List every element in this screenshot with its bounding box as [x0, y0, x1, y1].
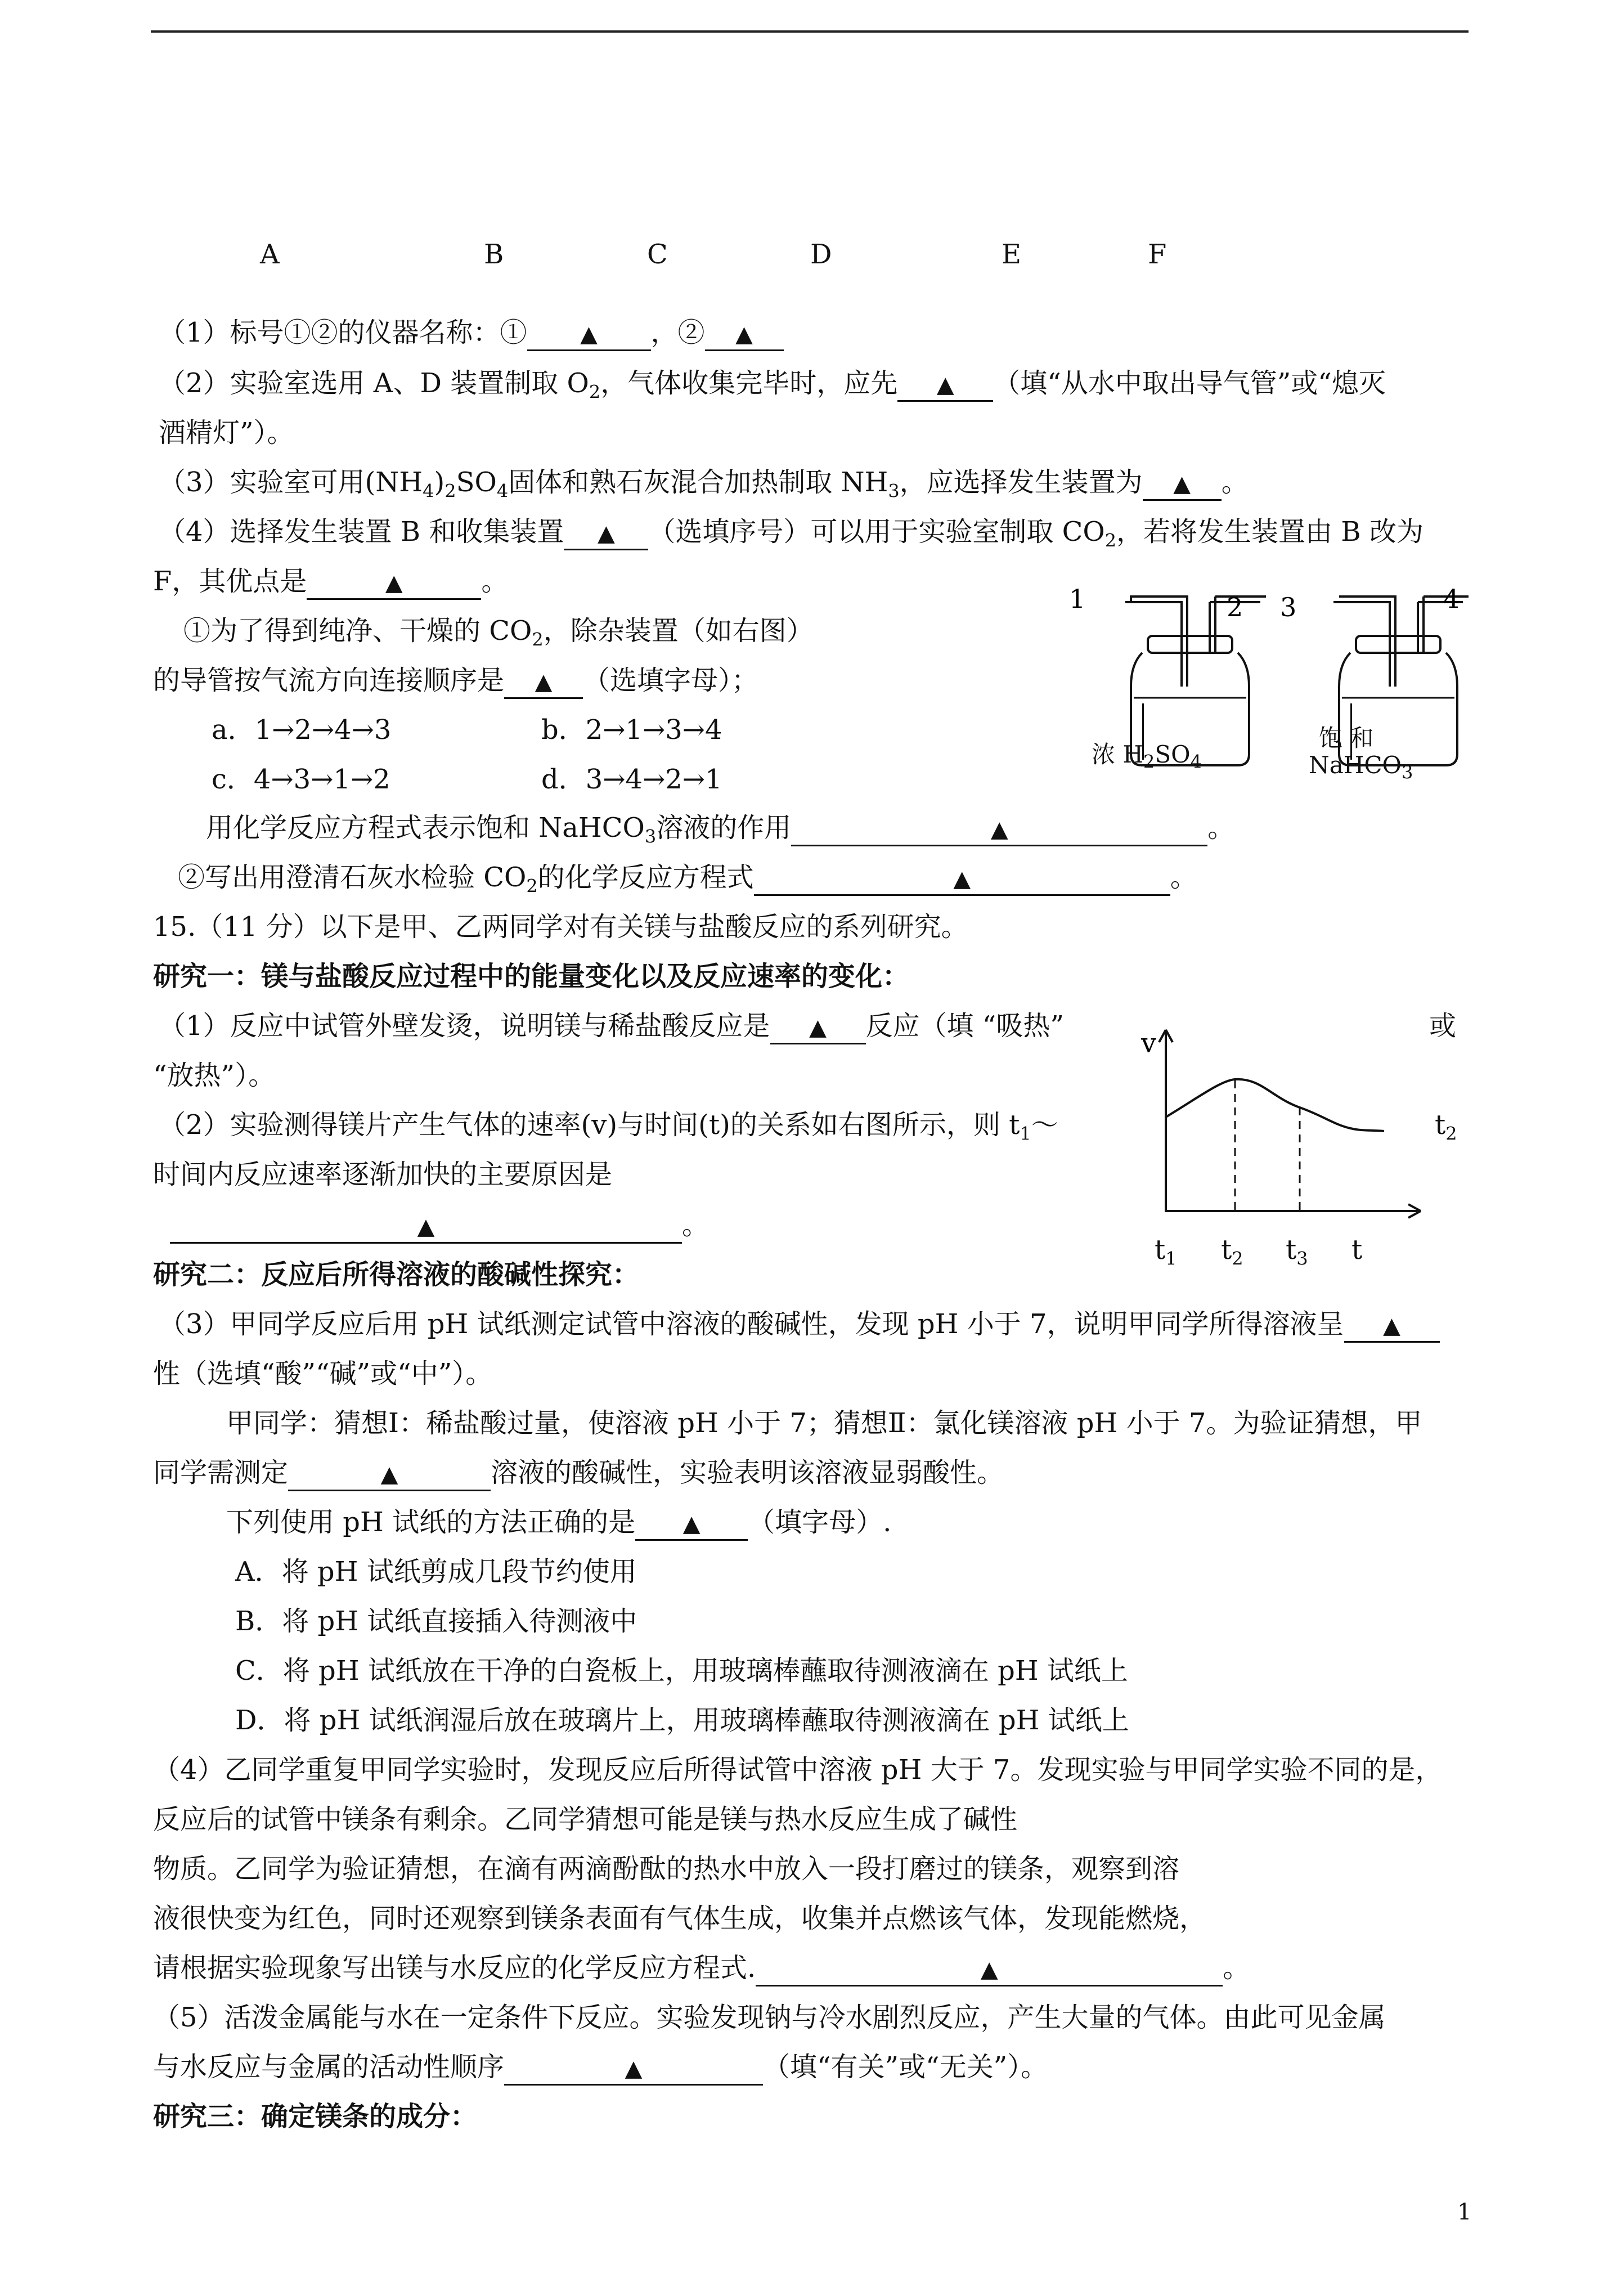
study-2-method: 下列使用 pH 试纸的方法正确的是 ▲ （填字母）.: [226, 1505, 891, 1541]
velocity-time-graph: [1137, 1013, 1429, 1261]
study-2-heading: 研究二：反应后所得溶液的酸碱性探究：: [153, 1259, 640, 1290]
study-1-q1-or: 或: [1429, 1010, 1457, 1042]
answer-blank[interactable]: ▲: [307, 566, 481, 600]
study-2-q5: （5）活泼金属能与水在一定条件下反应。实验发现钠与冷水剧烈反应，产生大量的气体。由此可见金属: [153, 2002, 1386, 2033]
question-2: （2）实验室选用 A、D 装置制取 $O_2$，气体收集完毕时，应先 ▲ （填“从水中取出导气管”或“熄灭: [159, 367, 1386, 403]
choice-d: D．将 pH 试纸润湿后放在玻璃片上，用玻璃棒蘸取待测液滴在 pH 试纸上: [235, 1705, 1129, 1736]
answer-blank[interactable]: ▲: [897, 368, 993, 402]
answer-blank[interactable]: ▲: [756, 1953, 1223, 1986]
answer-blank[interactable]: ▲: [705, 317, 784, 351]
option-a: a．1→2→4→3: [212, 714, 392, 746]
question-3: （3）实验室可用$(NH_4)_2SO_4$固体和熟石灰混合加热制取 $NH_3$，应选择发生装置为 ▲ 。: [159, 467, 1249, 502]
tube-1: [1125, 602, 1182, 687]
study-2-q4-line4: 液很快变为红色，同时还观察到镁条表面有气体生成，收集并点燃该气体，发现能燃烧，: [153, 1903, 1207, 1934]
study-1-q2-answer: ▲ 。: [170, 1208, 709, 1244]
header-rule: [151, 30, 1469, 33]
option-d: d．3→4→2→1: [541, 764, 722, 795]
choice-a: A．将 pH 试纸剪成几段节约使用: [235, 1556, 637, 1588]
bottle-label-h2so4: 浓 $H_2SO_4$: [1092, 741, 1202, 773]
device-label-b: B: [484, 239, 504, 270]
answer-blank[interactable]: ▲: [527, 317, 651, 351]
question-4-part2: ②写出用澄清石灰水检验 $CO_2$的化学反应方程式 ▲ 。: [178, 862, 1197, 897]
answer-blank[interactable]: ▲: [635, 1507, 748, 1541]
answer-blank[interactable]: ▲: [504, 665, 583, 699]
rate-curve: [1166, 1079, 1384, 1131]
choice-b: B．将 pH 试纸直接插入待测液中: [235, 1606, 637, 1637]
page-number: 1: [1457, 2199, 1472, 2225]
device-label-a: A: [260, 239, 280, 270]
port-label: 4: [1443, 585, 1460, 614]
option-b: b．2→1→3→4: [541, 714, 722, 746]
question-4: （4）选择发生装置 B 和收集装置 ▲ （选填序号）可以用于实验室制取 $CO_2$，若将发生装置由 B 改为: [159, 516, 1424, 551]
tick-t3: $t_3$: [1286, 1234, 1308, 1270]
question-1: （1）标号①②的仪器名称：① ▲ ，② ▲: [159, 315, 784, 351]
study-2-q4-line5: 请根据实验现象写出镁与水反应的化学反应方程式. ▲ 。: [153, 1950, 1250, 1986]
port-label: 2: [1227, 592, 1243, 622]
study-3-heading: 研究三：确定镁条的成分：: [153, 2101, 478, 2132]
choice-c: C．将 pH 试纸放在干净的白瓷板上，用玻璃棒蘸取待测液滴在 pH 试纸上: [235, 1655, 1128, 1687]
device-label-e: E: [1002, 239, 1022, 270]
bottle-label-nahco3-2: NaHCO$_3$: [1309, 751, 1413, 783]
port-label: 1: [1069, 585, 1086, 614]
axis-label-v: v: [1141, 1028, 1157, 1059]
tick-t1: $t_1$: [1155, 1234, 1177, 1270]
study-2-q3-cont: 性（选填“酸”“碱”或“中”）。: [153, 1358, 493, 1389]
question-4-part1-cont: 的导管按气流方向连接顺序是 ▲ （选填字母）；: [153, 663, 758, 699]
answer-blank[interactable]: ▲: [1344, 1309, 1440, 1343]
study-1-q1-cont: “放热”）。: [153, 1060, 276, 1091]
study-1-q2: （2）实验测得镁片产生气体的速率(v)与时间(t)的关系如右图所示，则 $t_1\sim$: [159, 1109, 1058, 1145]
study-1-q1: （1）反应中试管外壁发烫，说明镁与稀盐酸反应是 ▲ 反应（填 “吸热”: [159, 1008, 1064, 1044]
device-label-d: D: [810, 239, 832, 270]
device-label-f: F: [1148, 239, 1167, 270]
answer-blank[interactable]: ▲: [770, 1011, 866, 1044]
answer-blank[interactable]: ▲: [288, 1458, 491, 1491]
study-1-q2-cont: 时间内反应速率逐渐加快的主要原因是: [153, 1159, 613, 1190]
study-2-guess: 甲同学：猜想Ⅰ：稀盐酸过量，使溶液 pH 小于 7；猜想Ⅱ：氯化镁溶液 pH 小于 7。为验证猜想，甲: [226, 1407, 1422, 1439]
graph-axes: [1166, 1030, 1421, 1211]
option-c: c．4→3→1→2: [212, 764, 390, 795]
answer-blank[interactable]: ▲: [504, 2052, 763, 2086]
answer-blank[interactable]: ▲: [754, 862, 1170, 896]
study-2-q4-line2: 反应后的试管中镁条有剩余。乙同学猜想可能是镁与热水反应生成了碱性: [153, 1804, 1018, 1835]
study-2-q4: （4）乙同学重复甲同学实验时，发现反应后所得试管中溶液 pH 大于 7。发现实验与甲同学实验不同的是，: [153, 1754, 1443, 1786]
question-4-cont: F，其优点是 ▲ 。: [153, 564, 508, 600]
study-2-q3: （3）甲同学反应后用 pH 试纸测定试管中溶液的酸碱性，发现 pH 小于 7，说明甲同学所得溶液呈 ▲: [159, 1307, 1440, 1343]
tick-t2: $t_2$: [1221, 1234, 1243, 1270]
study-1-heading: 研究一：镁与盐酸反应过程中的能量变化以及反应速率的变化：: [153, 961, 910, 992]
study-2-q5-cont: 与水反应与金属的活动性顺序 ▲ （填“有关”或“无关”）。: [153, 2050, 1048, 2086]
device-label-c: C: [647, 239, 668, 270]
answer-blank[interactable]: ▲: [791, 813, 1207, 846]
answer-blank[interactable]: ▲: [564, 517, 648, 550]
question-4-part1: ①为了得到纯净、干燥的 $CO_2$，除杂装置（如右图）: [183, 615, 814, 651]
question-2-cont: 酒精灯”）。: [159, 417, 294, 449]
nahco3-equation-line: 用化学反应方程式表示饱和 NaHCO$_3$溶液的作用 ▲ 。: [206, 812, 1235, 847]
question-15: 15.（11 分）以下是甲、乙两同学对有关镁与盐酸反应的系列研究。: [153, 911, 968, 943]
study-2-guess-cont: 同学需测定 ▲ 溶液的酸碱性，实验表明该溶液显弱酸性。: [153, 1455, 1004, 1491]
study-2-q4-line3: 物质。乙同学为验证猜想，在滴有两滴酚酞的热水中放入一段打磨过的镁条，观察到溶: [153, 1853, 1180, 1885]
tick-t: t: [1351, 1234, 1363, 1266]
study-1-q2-t2: $t_2$: [1435, 1109, 1457, 1145]
bottle-label-nahco3-1: 饱 和: [1319, 724, 1374, 752]
answer-blank[interactable]: ▲: [170, 1210, 682, 1244]
answer-blank[interactable]: ▲: [1143, 467, 1222, 501]
port-label: 3: [1280, 592, 1297, 622]
